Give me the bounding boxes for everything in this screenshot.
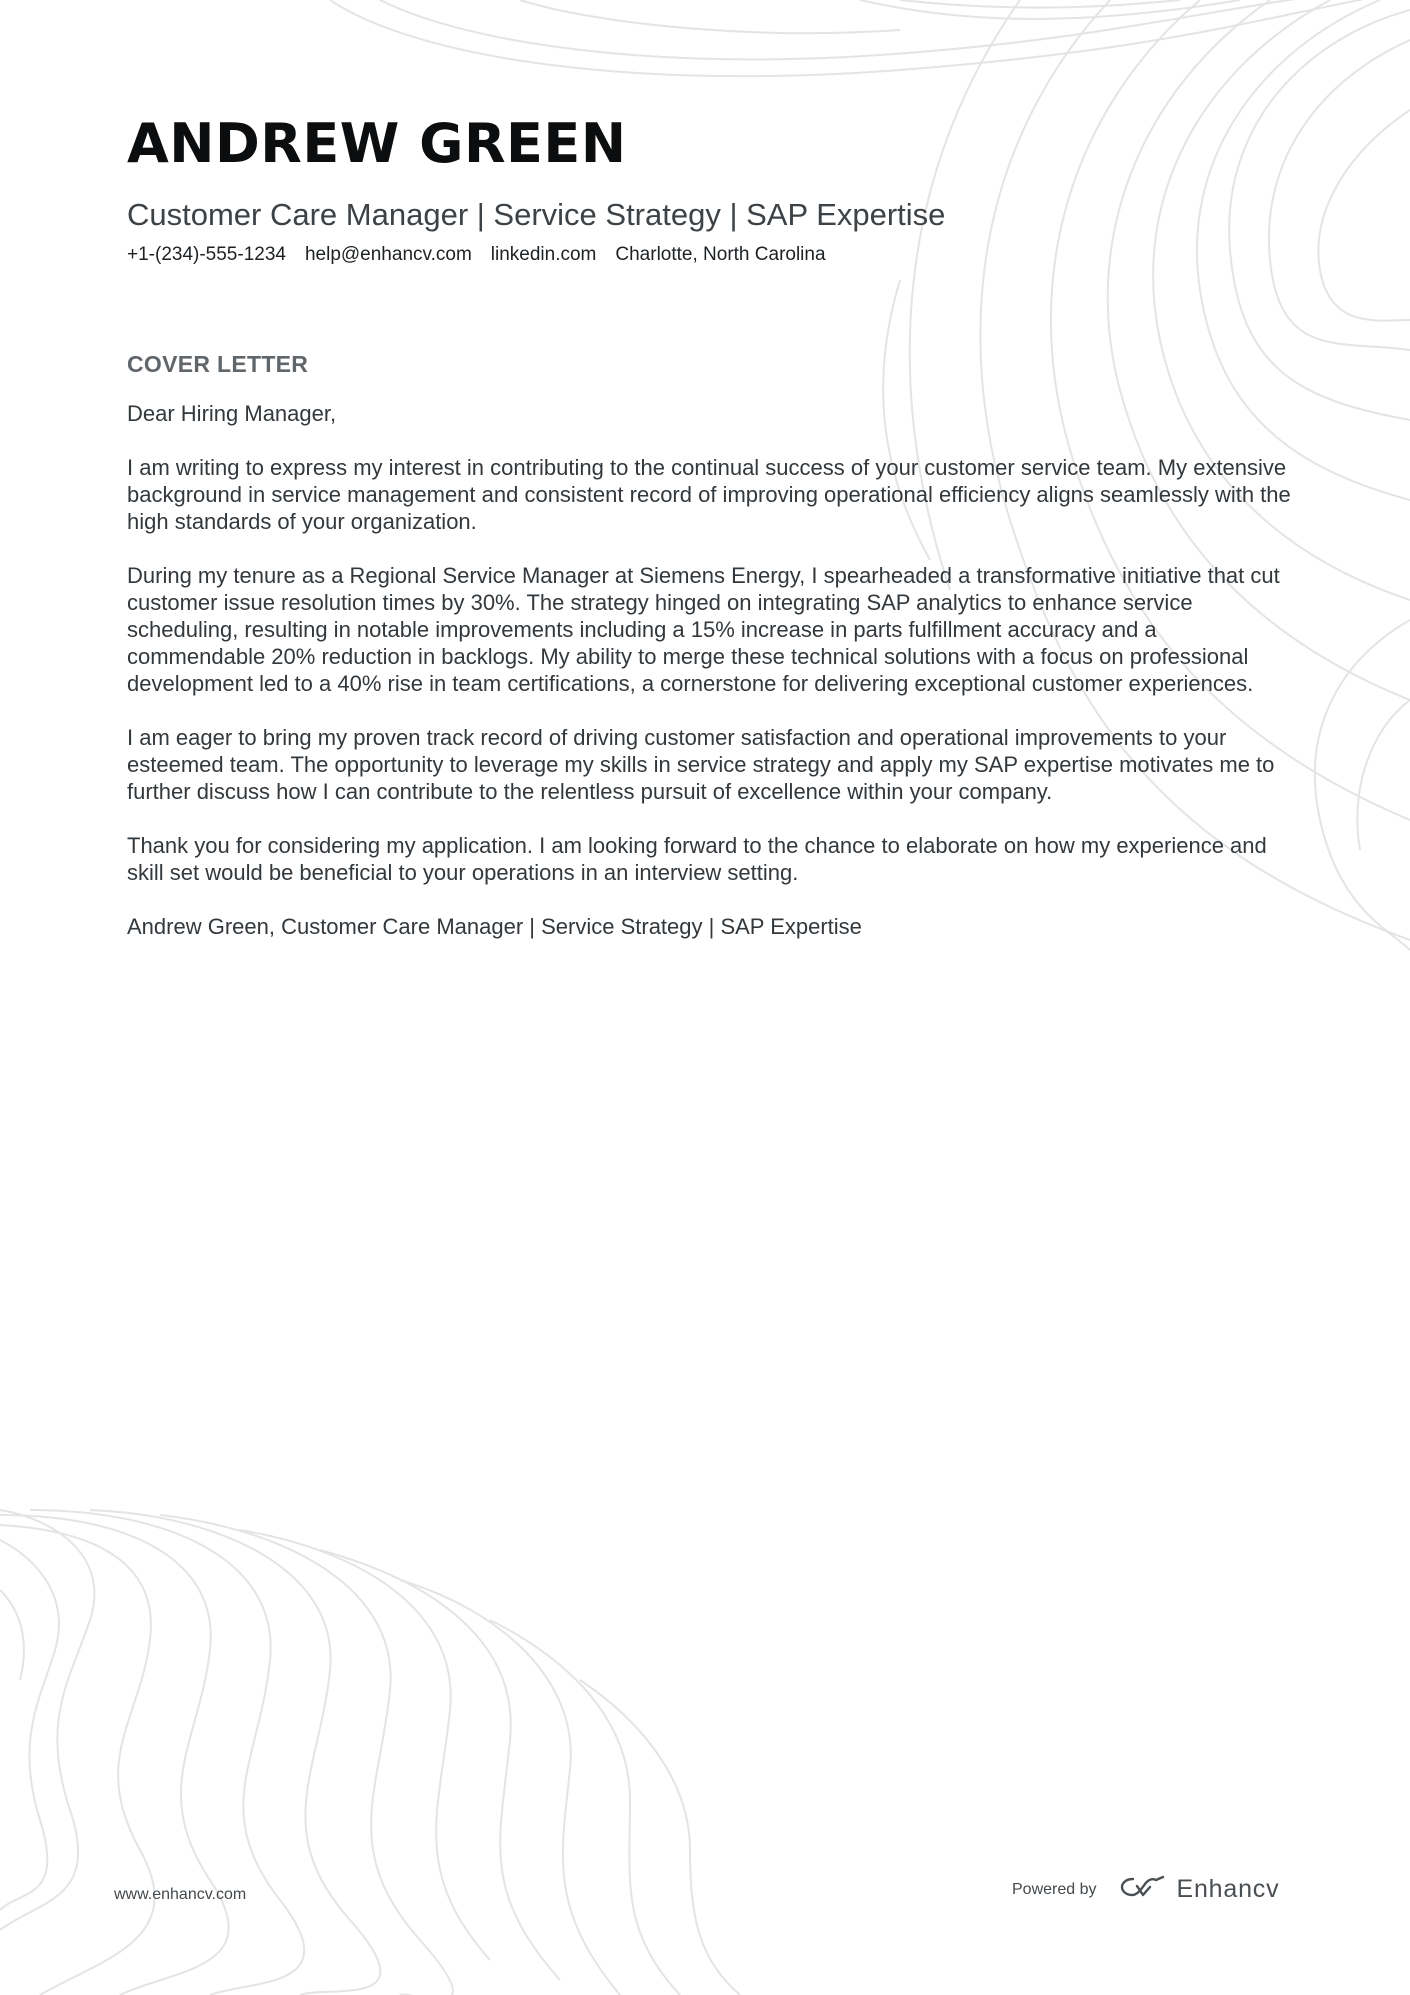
section-title: COVER LETTER	[127, 351, 309, 377]
letter-paragraph: I am eager to bring my proven track record of driving customer satisfaction and operational improvements to your esteemed team. The opportunity to leverage my skills in service strategy and apply my SAP expertise motivates me to further discuss how I can contribute to the relentless pursuit of excellence within your company.	[127, 725, 1275, 804]
contact-location: Charlotte, North Carolina	[615, 244, 826, 265]
candidate-name: ANDREW GREEN	[127, 112, 627, 175]
letter-greeting: Dear Hiring Manager,	[127, 401, 337, 426]
contact-email[interactable]: help@enhancv.com	[304, 244, 472, 265]
contact-info	[127, 243, 1287, 267]
powered-by-label: Powered by	[1012, 1880, 1097, 1898]
footer-branding	[1012, 1874, 1279, 1905]
footer-website[interactable]: www.enhancv.com	[114, 1886, 247, 1903]
contact-linkedin[interactable]: linkedin.com	[490, 244, 597, 265]
letter-signoff: Andrew Green, Customer Care Manager | Service Strategy | SAP Expertise	[127, 914, 862, 939]
letter-paragraph: Thank you for considering my application. I am looking forward to the chance to elaborate on how my experience and skill set would be beneficial to your operations in an interview setting.	[127, 833, 1267, 885]
brand-name: Enhancv	[1176, 1875, 1280, 1903]
letter-paragraph: During my tenure as a Regional Service Manager at Siemens Energy, I spearheaded a transformative initiative that cut customer issue resolution times by 30%. The strategy hinged on integrating SAP analytics to enhance service scheduling, resulting in notable improvements including a 15% increase in parts fulfillment accuracy and a commendable 20% reduction in backlogs. My ability to merge these technical solutions with a focus on professional development led to a 40% rise in team certifications, a cornerstone for delivering exceptional customer experiences.	[127, 563, 1280, 696]
letter-body	[127, 400, 1292, 940]
letter-paragraph: I am writing to express my interest in contributing to the continual success of your customer service team. My extensive background in service management and consistent record of improving operational efficiency aligns seamlessly with the high standards of your organization.	[127, 455, 1291, 534]
enhancv-logo-icon	[1119, 1874, 1167, 1905]
brand-link[interactable]	[1119, 1874, 1280, 1905]
contact-phone[interactable]: +1-(234)-555-1234	[127, 244, 286, 265]
candidate-headline: Customer Care Manager | Service Strategy | SAP Expertise	[127, 197, 946, 232]
cover-letter-page	[127, 112, 1291, 967]
